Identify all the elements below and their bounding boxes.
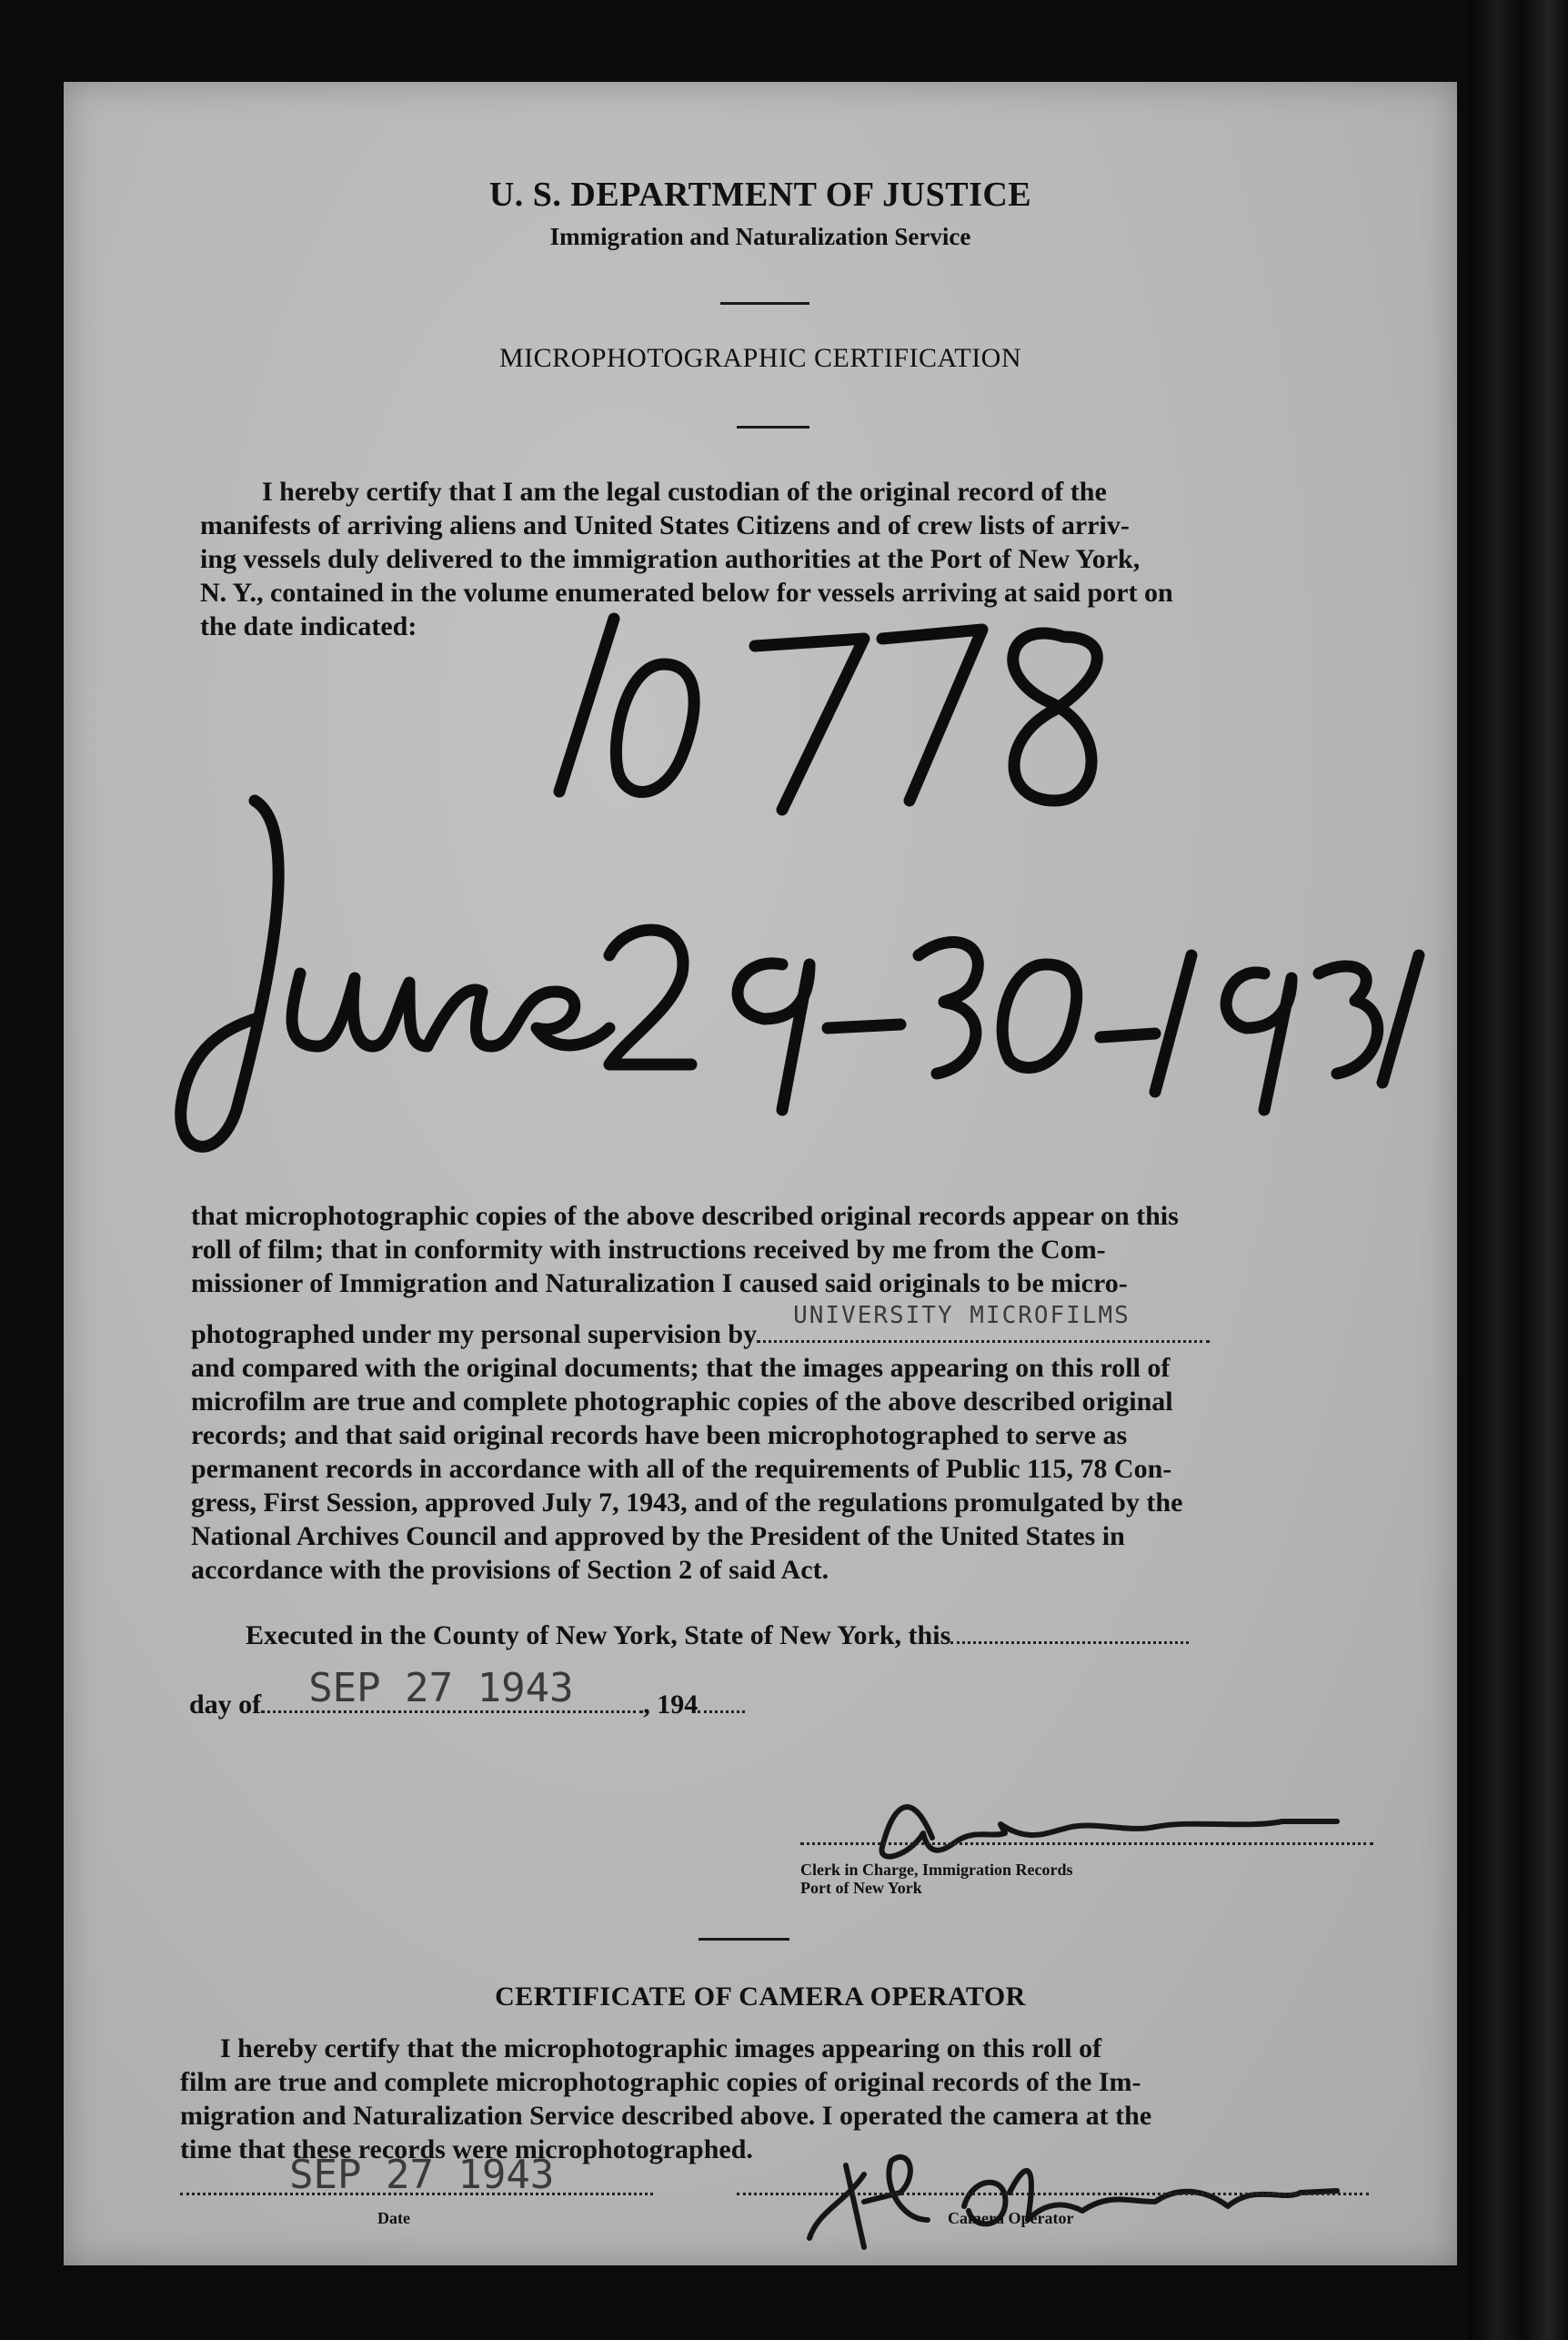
day-of-label: day of bbox=[189, 1689, 262, 1720]
body-paragraph-1 bbox=[191, 1199, 1384, 1300]
camera-line: time that these records were microphotographed. bbox=[180, 2134, 753, 2164]
body-line: that microphotographic copies of the above described original records appear on this bbox=[191, 1201, 1179, 1231]
executed-dotted-field bbox=[950, 1619, 1189, 1644]
body-line: National Archives Council and approved by the President of the United States in bbox=[191, 1521, 1125, 1551]
clerk-title-line-1: Clerk in Charge, Immigration Records bbox=[800, 1861, 1073, 1879]
certificate-page bbox=[64, 82, 1457, 2265]
body-line: gress, First Session, approved July 7, 1943, and of the regulations promulgated by the bbox=[191, 1488, 1183, 1518]
certification-heading: MICROPHOTOGRAPHIC CERTIFICATION bbox=[498, 343, 1022, 373]
camera-heading: CERTIFICATE OF CAMERA OPERATOR bbox=[495, 1982, 1026, 2012]
body-line: microfilm are true and complete photographic copies of the above described original bbox=[191, 1387, 1173, 1417]
clerk-signature-line bbox=[800, 1842, 1373, 1845]
executed-text: Executed in the County of New York, State of New York, this bbox=[246, 1620, 951, 1650]
supervision-prefix: photographed under my personal supervision by bbox=[191, 1319, 758, 1349]
intro-line: N. Y., contained in the volume enumerated below for vessels arriving at said port on bbox=[200, 578, 1173, 608]
intro-line: manifests of arriving aliens and United States Citizens and of crew lists of arriv- bbox=[200, 510, 1130, 540]
body-line: records; and that said original records have been microphotographed to serve as bbox=[191, 1420, 1128, 1450]
executed-line bbox=[246, 1619, 1189, 1651]
body-line: permanent records in accordance with all of the requirements of Public 115, 78 Con- bbox=[191, 1454, 1172, 1484]
camera-line: migration and Naturalization Service described above. I operated the camera at the bbox=[180, 2101, 1152, 2131]
supervision-dotted-field bbox=[757, 1302, 1210, 1343]
date-label: Date bbox=[377, 2209, 410, 2227]
clerk-title-line-2: Port of New York bbox=[800, 1879, 922, 1897]
camera-paragraph bbox=[180, 2032, 1372, 2166]
section-divider bbox=[699, 1938, 789, 1941]
supervision-stamp: UNIVERSITY MICROFILMS bbox=[793, 1302, 1131, 1329]
body-paragraph-2 bbox=[191, 1351, 1384, 1587]
camera-line: film are true and complete microphotographic copies of original records of the Im- bbox=[180, 2067, 1141, 2097]
film-edge bbox=[1468, 0, 1568, 2340]
body-line: roll of film; that in conformity with instructions received by me from the Com- bbox=[191, 1235, 1106, 1265]
supervision-line bbox=[191, 1302, 1384, 1350]
operator-signature-line bbox=[737, 2193, 1369, 2195]
intro-line: ing vessels duly delivered to the immigration authorities at the Port of New York, bbox=[200, 544, 1141, 574]
intro-line: I hereby certify that I am the legal custodian of the original record of the bbox=[262, 477, 1107, 507]
year-dotted-field bbox=[698, 1689, 745, 1713]
operator-label: Camera Operator bbox=[948, 2209, 1074, 2227]
body-line: and compared with the original documents; that the images appearing on this roll of bbox=[191, 1353, 1171, 1383]
body-line: accordance with the provisions of Section 2 of said Act. bbox=[191, 1555, 829, 1585]
body-line: missioner of Immigration and Naturalization I caused said originals to be micro- bbox=[191, 1268, 1128, 1298]
intro-line: the date indicated: bbox=[200, 611, 417, 641]
day-of-line bbox=[189, 1665, 745, 1720]
clerk-title-block bbox=[800, 1861, 1072, 1897]
day-stamp: SEP 27 1943 bbox=[308, 1665, 574, 1711]
department-title: U. S. DEPARTMENT OF JUSTICE bbox=[488, 176, 1032, 214]
year-prefix: , 194 bbox=[643, 1689, 699, 1720]
day-dotted-field bbox=[261, 1665, 643, 1713]
date-stamp: SEP 27 1943 bbox=[289, 2152, 555, 2198]
camera-line: I hereby certify that the microphotographic images appearing on this roll of bbox=[220, 2033, 1102, 2063]
service-subtitle: Immigration and Naturalization Service bbox=[549, 223, 971, 250]
